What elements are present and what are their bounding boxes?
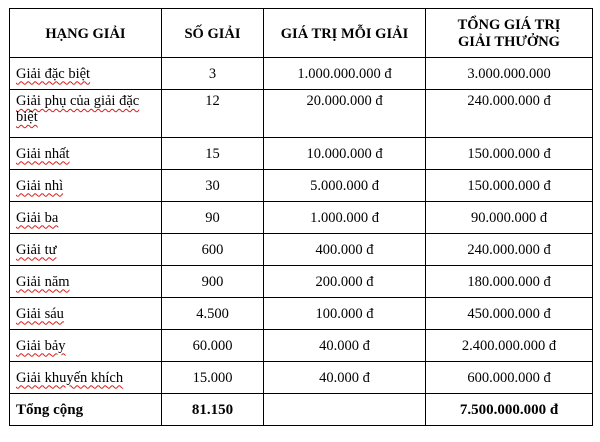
- prize-total-cell: 2.400.000.000 đ: [426, 330, 593, 362]
- prize-count-cell: 4.500: [162, 298, 264, 330]
- prize-count-cell: 30: [162, 170, 264, 202]
- total-label-cell: Tổng cộng: [10, 394, 162, 426]
- prize-count-cell: 15: [162, 138, 264, 170]
- prize-name: Giải bảy: [16, 337, 66, 354]
- prize-value-cell: 5.000.000 đ: [264, 170, 426, 202]
- prize-total-cell: 600.000.000 đ: [426, 362, 593, 394]
- prize-count-cell: 3: [162, 58, 264, 90]
- prize-name: Giải sáu: [16, 305, 64, 322]
- prize-count-cell: 90: [162, 202, 264, 234]
- prize-name-cell: [10, 138, 162, 170]
- prize-value-cell: 20.000.000 đ: [264, 90, 426, 138]
- prize-total-cell: 450.000.000 đ: [426, 298, 593, 330]
- prize-name: Giải phụ của giải đặc biệt: [16, 93, 140, 125]
- table-row: [10, 234, 593, 266]
- prize-name-cell: [10, 58, 162, 90]
- table-row: [10, 362, 593, 394]
- header-prize-count: [162, 9, 264, 58]
- prize-name-cell: [10, 90, 162, 138]
- prize-table: [9, 8, 593, 426]
- table-row: [10, 170, 593, 202]
- prize-name-cell: [10, 330, 162, 362]
- prize-total-cell: 150.000.000 đ: [426, 170, 593, 202]
- prize-total-cell: 240.000.000 đ: [426, 234, 593, 266]
- prize-name: Giải nhì: [16, 177, 64, 194]
- header-value-each: [264, 9, 426, 58]
- prize-name-cell: [10, 234, 162, 266]
- header-total-value: [426, 9, 593, 58]
- prize-value-cell: 1.000.000.000 đ: [264, 58, 426, 90]
- total-row: [10, 394, 593, 426]
- header-value-each-text: GIÁ TRỊ MỖI GIẢI: [280, 25, 409, 42]
- prize-value-cell: 100.000 đ: [264, 298, 426, 330]
- prize-value-cell: 200.000 đ: [264, 266, 426, 298]
- prize-name: Giải ba: [16, 209, 59, 226]
- header-prize-rank: [10, 9, 162, 58]
- prize-value-cell: 40.000 đ: [264, 362, 426, 394]
- prize-total-cell: 150.000.000 đ: [426, 138, 593, 170]
- table-row: [10, 330, 593, 362]
- table-row: [10, 298, 593, 330]
- prize-name: Giải năm: [16, 273, 70, 290]
- prize-name: Giải khuyến khích: [16, 369, 124, 386]
- prize-count-cell: 12: [162, 90, 264, 138]
- table-row: [10, 58, 593, 90]
- prize-name-cell: [10, 202, 162, 234]
- table-row: [10, 202, 593, 234]
- prize-name: Giải nhất: [16, 145, 70, 162]
- total-count-cell: 81.150: [162, 394, 264, 426]
- prize-value-cell: 10.000.000 đ: [264, 138, 426, 170]
- prize-total-cell: 240.000.000 đ: [426, 90, 593, 138]
- total-amount-cell: 7.500.000.000 đ: [426, 394, 593, 426]
- header-prize-count-text: SỐ GIẢI: [184, 25, 241, 42]
- total-value-cell: [264, 394, 426, 426]
- prize-count-cell: 15.000: [162, 362, 264, 394]
- prize-name: Giải đặc biệt: [16, 65, 91, 82]
- prize-value-cell: 1.000.000 đ: [264, 202, 426, 234]
- prize-total-cell: 180.000.000 đ: [426, 266, 593, 298]
- prize-count-cell: 60.000: [162, 330, 264, 362]
- header-total-value-line1: TỔNG GIÁ TRỊ: [457, 17, 561, 33]
- prize-name: Giải tư: [16, 241, 57, 258]
- header-row: [10, 9, 593, 58]
- table-row: [10, 266, 593, 298]
- prize-count-cell: 900: [162, 266, 264, 298]
- prize-total-cell: 90.000.000 đ: [426, 202, 593, 234]
- prize-value-cell: 40.000 đ: [264, 330, 426, 362]
- prize-name-cell: [10, 298, 162, 330]
- header-prize-rank-text: HẠNG GIẢI: [45, 25, 126, 42]
- prize-name-cell: [10, 362, 162, 394]
- prize-value-cell: 400.000 đ: [264, 234, 426, 266]
- prize-count-cell: 600: [162, 234, 264, 266]
- table-row: [10, 138, 593, 170]
- prize-name-cell: [10, 170, 162, 202]
- header-total-value-line2: GIẢI THƯỞNG: [458, 34, 560, 50]
- prize-name-cell: [10, 266, 162, 298]
- prize-total-cell: 3.000.000.000: [426, 58, 593, 90]
- table-row: [10, 90, 593, 138]
